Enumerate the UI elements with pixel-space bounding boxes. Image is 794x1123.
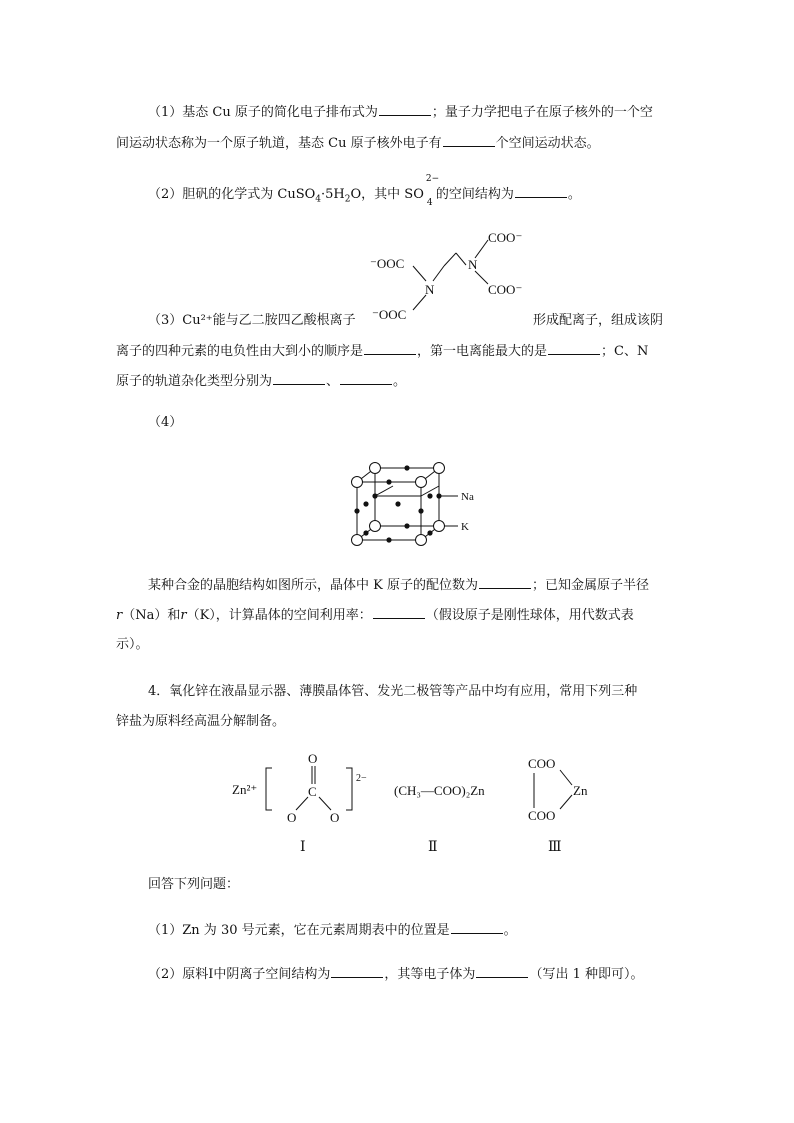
salt1-o-left: O [287,810,297,825]
salt3-bonds [534,770,572,809]
p4-text-b: 锌盐为原料经高温分解制备。 [116,714,286,729]
edta-n-bottom: N [425,282,435,297]
answer-blank[interactable] [373,606,425,619]
salt3-coo-bottom: COO [528,808,556,823]
salt1-c: C [308,784,317,799]
salt3-coo-top: COO [528,756,556,771]
q2-line [148,174,581,209]
q3-text-b: 形成配离子，组成该阴 [533,313,664,328]
q4-label [148,414,182,432]
q2-text-a: （2）胆矾的化学式为 CuSO [148,187,316,202]
edta-coo-bottom-left: ⁻OOC [372,307,407,322]
edta-coo-right: COO⁻ [488,282,523,297]
salt2-formula: (CH₃—COO)₂Zn [394,783,485,798]
q1-line2 [116,134,600,153]
answer-q2-end: （写出 1 种即可）。 [529,967,644,982]
answer-intro [148,876,239,894]
q1-text-d: 个空间运动状态。 [495,136,600,151]
q3-text-a: （3）Cu²⁺能与乙二胺四乙酸根离子 [148,313,356,328]
q4-line1 [148,576,649,595]
q1-text-a: （1）基态 Cu 原子的简化电子排布式为 [148,105,378,120]
q4-text-c: （Na）和 [122,608,181,623]
q3-line1 [148,312,356,330]
q3-text-f: 原子的轨道杂化类型分别为 [116,374,273,389]
answer-q1-end: 。 [503,923,517,938]
answer-q1-text: （1）Zn 为 30 号元素，它在元素周期表中的位置是 [148,923,450,938]
answer-blank[interactable] [331,965,383,978]
answer-blank[interactable] [273,372,325,385]
salt2-label: Ⅱ [428,840,438,855]
q4-label-text: （4） [148,415,183,430]
q4-text-a: 某种合金的晶胞结构如图所示，晶体中 K 原子的配位数为 [148,578,478,593]
p4-text-a: 4．氧化锌在液晶显示器、薄膜晶体管、发光二极管等产品中均有应用，常用下列三种 [148,684,638,699]
q1-text-b: ；量子力学把电子在原子核外的一个空 [431,105,653,120]
answer-blank[interactable] [443,134,495,147]
q4-text-b: ；已知金属原子半径 [531,578,649,593]
answer-q2 [148,965,643,984]
p4-line2 [116,713,285,731]
q2-text-e: 。 [567,187,581,202]
answer-blank[interactable] [548,342,600,355]
salt1-o-right: O [330,810,340,825]
salt3-label: Ⅲ [548,840,562,855]
answer-blank[interactable] [364,342,416,355]
q3-line3 [116,372,406,391]
p4-line1 [148,683,637,701]
q3-line1-end [533,312,663,330]
q4-line3 [116,636,149,654]
radius-symbol: r [116,608,123,623]
q2-sub: 4 [315,194,322,205]
edta-n-top: N [468,257,478,272]
salt1-o-top: O [308,751,318,766]
q3-text-c: 离子的四种元素的电负性由大到小的顺序是 [116,344,364,359]
salt1-label: Ⅰ [300,840,306,855]
na-label: Na [461,491,474,503]
answer-q2-text: （2）原料Ⅰ中阴离子空间结构为 [148,967,331,982]
answer-intro-text: 回答下列问题： [148,877,240,892]
q4-line2 [116,606,634,625]
q3-text-e: ；C、N [601,344,649,359]
q3-text-h: 。 [393,374,407,389]
answer-blank[interactable] [340,372,392,385]
q4-text-f: 示）。 [116,637,149,652]
answer-blank[interactable] [379,103,431,116]
na-atoms [354,465,441,542]
edta-coo-left: ⁻OOC [370,256,405,271]
q1-line1 [148,103,653,122]
zinc-salts-diagram [228,748,608,858]
q3-line2 [116,342,648,361]
q4-text-e: （假设原子是刚性球体，用代数式表 [425,608,634,623]
edta-bonds [413,240,488,310]
edta-coo-top: COO⁻ [488,230,523,245]
sulfate-ion-script [424,174,440,208]
radius-symbol: r [180,608,187,623]
answer-blank[interactable] [451,921,503,934]
q2-text-c: O，其中 SO [350,187,424,202]
q3-text-d: ，第一电离能最大的是 [417,344,548,359]
q2-sub: 2 [344,194,351,205]
k-label: K [461,521,469,533]
q4-text-d: （K），计算晶体的空间利用率： [186,608,372,623]
answer-q1 [148,921,517,940]
ion-charge: 2− [425,174,440,184]
salt3-zn: Zn [573,783,588,798]
q3-text-g: 、 [326,374,340,389]
q1-text-c: 间运动状态称为一个原子轨道，基态 Cu 原子核外电子有 [116,136,442,151]
crystal-cell-diagram [340,456,490,556]
answer-blank[interactable] [515,185,567,198]
answer-blank[interactable] [479,576,531,589]
q2-text-d: 的空间结构为 [435,187,514,202]
q2-text-b: ·5H [321,187,345,202]
ion-subscript: 4 [426,198,433,208]
answer-blank[interactable] [476,965,528,978]
salt1-charge: 2− [356,773,367,784]
salt1-zn: Zn²⁺ [232,782,258,797]
edta-structure-diagram [360,222,540,332]
answer-q2-mid: ，其等电子体为 [384,967,476,982]
